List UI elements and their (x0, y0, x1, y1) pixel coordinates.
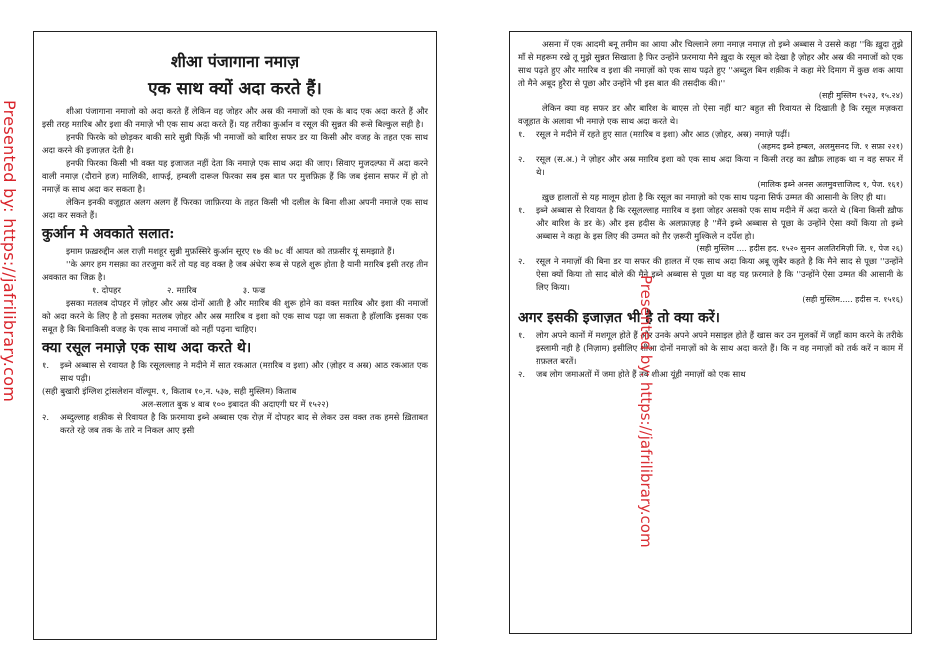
section-heading-permission: अगर इसकी इजाज़त भी है तो क्या करें। (518, 310, 720, 326)
prayer-time-item: १. दोपहर (92, 285, 121, 295)
prayer-time-item: २. मग़रिब (166, 285, 197, 295)
list-item-text: जब लोग जमाअतों में जमा होते हैं तब शीआ यूंही नमाज़ों को एक साथ (536, 369, 746, 379)
paragraph: लेकिन क्या वह सफर डर और बारिश के बाएस तो ऐसा नहीं था? बहुत सी रिवायत से दिखाती है कि रसूल मज़करा वजूहात के अलावा भी नमाज़े एक साथ अदा करते थे। (518, 103, 903, 126)
list-item-text: अब्दुल्लाह शक़ीक से रिवायत है कि फ़रमाया इब्ने अब्बास एक रोज़ में दोपहर बाद से लेकर उस वक्त तक हमसे ख़िताबत करते रहे जब तक के तारे न निकल आए इसी (60, 412, 428, 435)
paragraph: ''के अगर हम गसक़ा का तरजुमा करें तो यह वह वक्त है जब अंधेरा रूब से पहले शुरू होता है यानी मग़रिब इसी तरह तीन अवकात का जिक्र है। (42, 259, 428, 282)
list-number: १. (42, 360, 50, 370)
section-heading-quran: कुर्आन मे अवकाते सलात: (42, 226, 175, 242)
list-item (518, 368, 903, 381)
paragraph: शीआ पंजागाना नमाजो को अदा करते हैं लेकिन वह जोहर और अस्र की नमाजों को एक के बाद एक अदा करते हैं और इसी तरह मग़रिब और इशा की नमाज़े भी एक साथ अदा करते हैं। यह तरीका कुर्आन व रसूल की सुन्नत की रूसे बिल्कुल सही है। (42, 106, 428, 129)
list-item (518, 255, 903, 294)
reference: (सही मुस्लिम .... हदीस हद. १५२० सुनन अलतिरमिज़ी जि. १, पेज २६) (696, 244, 903, 253)
document-title: शीआ पंजागाना नमाज़ (170, 52, 300, 71)
list-item (518, 128, 903, 141)
list-number: २. (518, 154, 526, 164)
list-item-text: इब्ने अब्बास से रिवायत है कि रसूलल्लाह मग़रिब व इशा जोहर असको एक साथ मदीने में अदा करते थे (बिना किसी ख़ौफ और बारिश के डर के) और इस हदीस के अलफ़ाज़ह है ''मैंने इब्ने अब्बास से पूछा के उन्होंने ऐसा क्यों किया तो इब्ने अब्बास ने कहा के इस लिए की उम्मत को ग़ैर ज़रूरी मुश्किले न दर्पेश हो। (536, 205, 903, 241)
prayer-times-list (42, 284, 428, 297)
list-number: १. (518, 205, 526, 215)
list-item-text: रसूल ने नमाज़ों की बिना डर या सफर की हालत में एक साथ अदा किया अबू ज़ुबैर कहते है कि मैने साद से पूछा ''उन्होंने ऐसा क्यों किया तो साद बोले की मैने इब्ने अब्बास से पूछा था वह यह फ़रमाते है कि ''उन्होंने ऐसा उम्मत की आसानी के लिए किया। (536, 256, 903, 292)
section-heading-prophet: क्या रसूल नमाज़े एक साथ अदा करते थे। (42, 340, 252, 356)
center-watermark-link[interactable]: Presented by: https://jafrilibrary.com (637, 275, 655, 548)
list-number: २. (518, 369, 526, 379)
right-page (509, 31, 912, 634)
document-subtitle: एक साथ क्यों अदा करते हैं। (148, 79, 322, 99)
list-item (518, 153, 903, 179)
list-item-text: रसूल ने मदीने में रहते हुए सात (मग़रिब व इशा) और आठ (ज़ोहर, अस्र) नमाज़े पढ़ीं। (536, 129, 791, 139)
list-item-text: रसूल (स.अ.) ने ज़ोहर और अस्र मग़रिब इशा को एक साथ अदा किया न किसी तरह का ख़ौफ़ लाहक था न वह सफर में थे। (536, 154, 903, 177)
list-item (42, 411, 428, 437)
paragraph: इमाम फ़ख़रुद्दीन अल राज़ी मशहूर सुन्नी मुफ़स्सिरे कुर्आन सूरए १७ की ७८ वीं आयत को तफ़सीर यूं समझाते हैं। (66, 246, 395, 256)
paragraph: असना में एक आदमी बनू तमीम का आया और चिल्लाने लगा नमाज़ नमाज़ तो इब्ने अब्बास ने उससे कहा ''कि ख़ुदा तुझे माँ से महरूम रखे तू मुझे सुन्नत सिखाता है फिर उन्होंने फ़रमाया मैने ख़ुदा के रसूल को देखा है ज़ोहर और अस्र की नमाजों को एक साथ पढ़ते हुए और मग़रिब व इशा की नमाज़ों को एक साथ पढ़ते हुए ''अब्दुल बिन शक़ीक ने कहा मेरे दिमाग में कुछ शक आया तो मैने अबूद हुरैरा से पूछा और उन्होंने भी इस बात की तसदीक की।'' (518, 39, 903, 88)
list-item (518, 204, 903, 243)
prayer-time-item: ३. फज्र (242, 285, 266, 295)
list-number: १. (518, 129, 526, 139)
reference: अल-सलात बुक ४ बाब १०० इबादत की अदाएगी घर में १५२२) (141, 399, 329, 409)
paragraph: ख़ुछ हालातों से यह मालूम होता है कि रसूल का नमाज़ो को एक साथ पढ़ना सिर्फ उम्मत की आसानी के लिए ही था। (542, 192, 887, 202)
paragraph: हनफी फिरके को छोड़कर बाकी सारे सुन्नी फिर्क़े भी नमाजों को बारिश सफर डर या किसी और वजह के तहत एक साथ अदा करने की इजाज़त देती है। (42, 132, 428, 155)
list-item (42, 359, 428, 385)
list-item-text: इब्ने अब्बास से रवायत है कि रसूलल्लाह ने मदीने में सात रकआत (मग़रिब व इशा) और (ज़ोहर व अस्र) आठ रकआत एक साथ पढ़ी। (60, 360, 428, 383)
paragraph: हनफी फिरका किसी भी वक्त यह इजाजत नहीं देता कि नमाज़े एक साथ अदा की जाए। सिवाए मुजदल्फा में अदा करने वाली नमाज़ (दौराने हज) मालिकी, शाफई, हम्बली दारूल फिरका सब इस बात पर मुत्तफ़िक़ हैं कि जब इंसान सफर में हो तो नमाज़ें क साथ अदा कर सकता है। (42, 158, 428, 194)
list-item-text: लोग अपने कानों में मशगूल होते हैं और उनके अपने अपने मसाइल होते हैं खास कर उन मुलकों में जहाँ काम करने के तरीके इस्लामी नही है (निज़ाम) इसीलिए शीआ दोनों नमाज़ों को के साथ अदा करते हैं। कि न वह नमाज़ों को तर्क करें न काम में ग़फ़लत बरतें। (536, 330, 903, 366)
list-item (518, 329, 903, 368)
list-number: १. (518, 330, 526, 340)
reference: (सही बुखारी इंग्लिश ट्रांसलेशन वॉल्यूम. १, किताब १०,न. ५३७, सही मुस्लिम) किताब (42, 386, 297, 396)
reference: (सही मुस्लिम..... हदीस न. १५१६) (802, 295, 903, 304)
reference: (सही मुस्लिम १५२३, १५.२४) (818, 91, 903, 100)
list-number: २. (518, 256, 526, 266)
side-watermark-link[interactable]: Presented by: https://jafrilibrary.com (0, 100, 19, 403)
reference: (अहमद इब्ने हम्बल, अलमुसनद जि. १ सफ़ा २२१) (757, 142, 903, 151)
list-number: २. (42, 412, 50, 422)
left-page (33, 31, 437, 640)
reference: (मालिक इब्ने अनस अलमुवत्ताजिल्द १, पेज. १६१) (757, 180, 903, 189)
paragraph: लेकिन इनकी वजूहात अलग अलग हैं फिरका जाफ़िरया के तहत किसी भी दलील के बिना शीआ अपनी नमाजे एक साथ अदा कर सकते हैं। (42, 197, 428, 220)
paragraph: इसका मतलब दोपहर में ज़ोहर और अस्र दोनों आती है और मग़रिब की शुरू होने का वक्त मग़रिब और इशा की नमाजों को अदा करने के लिए है तो इसका मतलब ज़ोहर और अस्र मग़रिब व इशा को एक साथ पढ़ा जा सकता है हॉलाकि इसका एक सबूत है कि बिनाकिसी वजह के एक साथ नमाजों को नहीं पढ़ना चाहिए। (42, 298, 428, 334)
